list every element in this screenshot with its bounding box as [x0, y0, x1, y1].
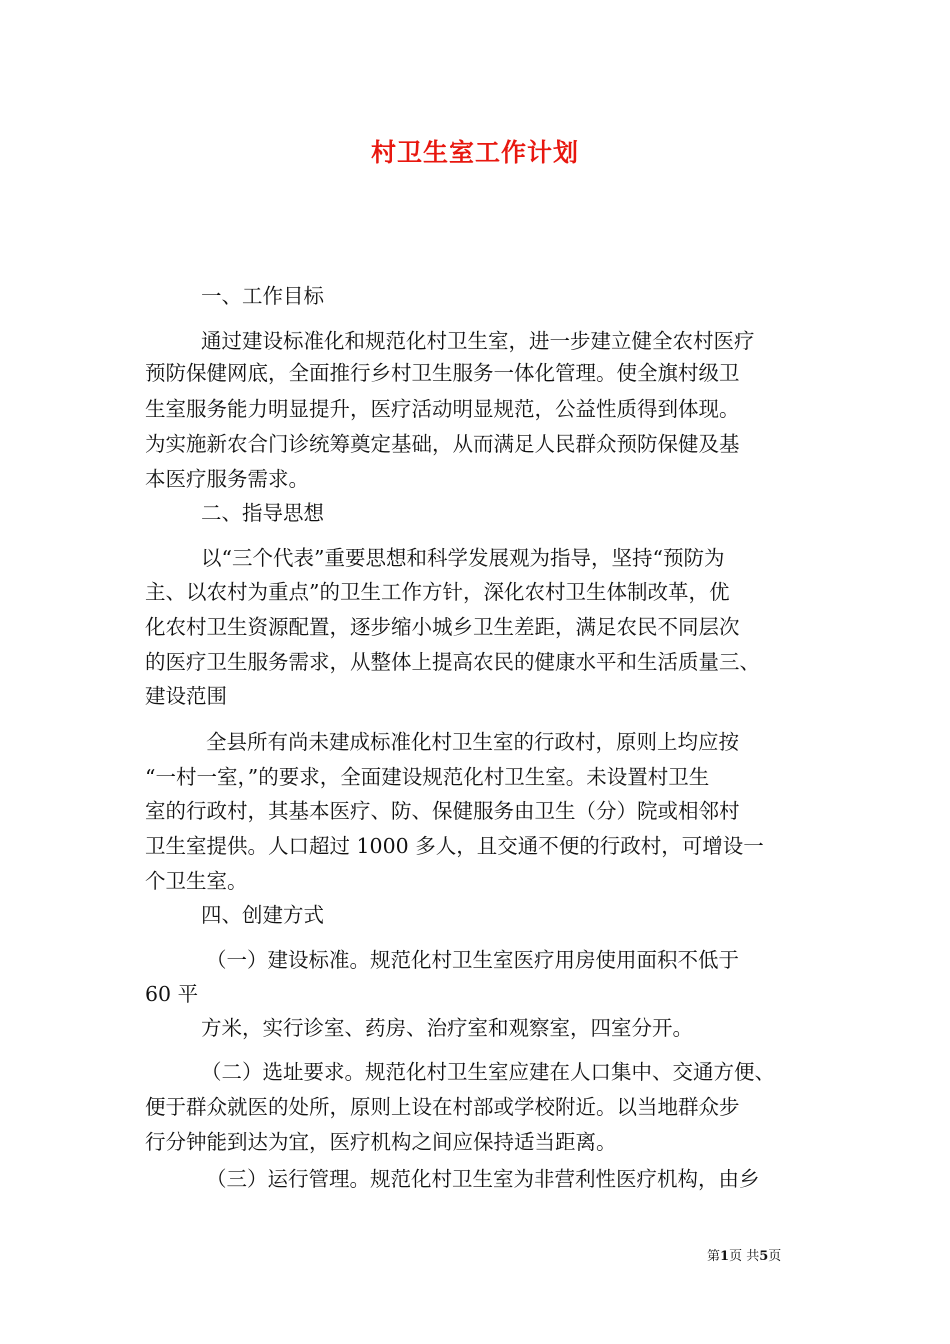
paragraph-line: 室的行政村，其基本医疗、防、保健服务由卫生（分）院或相邻村 [145, 799, 740, 823]
paragraph-line: 一、工作目标 [201, 284, 324, 308]
paragraph-line: 预防保健网底，全面推行乡村卫生服务一体化管理。使全旗村级卫 [145, 361, 740, 385]
footer-suffix: 页 [768, 1249, 782, 1264]
paragraph-line: 的医疗卫生服务需求，从整体上提高农民的健康水平和生活质量三、 [145, 650, 760, 674]
paragraph-line: 四、创建方式 [201, 903, 324, 927]
paragraph-line: 60 平 [145, 982, 199, 1006]
paragraph-line: 行分钟能到达为宜，医疗机构之间应保持适当距离。 [145, 1130, 617, 1154]
page-footer [707, 1245, 781, 1264]
paragraph-line: 通过建设标准化和规范化村卫生室，进一步建立健全农村医疗 [201, 329, 755, 353]
paragraph-line: 方米，实行诊室、药房、治疗室和观察室，四室分开。 [201, 1016, 693, 1040]
paragraph-line: （二）选址要求。规范化村卫生室应建在人口集中、交通方便、 [201, 1060, 775, 1084]
footer-page-number: 1 [720, 1249, 730, 1264]
paragraph-line: 建设范围 [145, 684, 227, 708]
footer-total-pages: 5 [759, 1249, 769, 1264]
paragraph-line: 化农村卫生资源配置，逐步缩小城乡卫生差距，满足农民不同层次 [145, 615, 740, 639]
paragraph-line: 二、指导思想 [201, 501, 324, 525]
paragraph-line: （一）建设标准。规范化村卫生室医疗用房使用面积不低于 [206, 948, 739, 972]
paragraph-line: 为实施新农合门诊统筹奠定基础，从而满足人民群众预防保健及基 [145, 432, 740, 456]
paragraph-line: 全县所有尚未建成标准化村卫生室的行政村，原则上均应按 [206, 730, 739, 754]
paragraph-line: （三）运行管理。规范化村卫生室为非营利性医疗机构，由乡 [206, 1167, 760, 1191]
paragraph-line: 卫生室提供。人口超过 1000 多人，且交通不便的行政村，可增设一 [145, 834, 764, 858]
paragraph-line: 本医疗服务需求。 [145, 467, 309, 491]
paragraph-line: “一村一室，”的要求，全面建设规范化村卫生室。未设置村卫生 [145, 765, 710, 789]
paragraph-line: 便于群众就医的处所，原则上设在村部或学校附近。以当地群众步 [145, 1095, 740, 1119]
document-title: 村卫生室工作计划 [370, 138, 579, 167]
footer-prefix: 第 [707, 1249, 721, 1264]
paragraph-line: 个卫生室。 [145, 869, 248, 893]
paragraph-line: 主、以农村为重点”的卫生工作方针，深化农村卫生体制改革，优 [145, 580, 730, 604]
footer-middle: 页 共 [729, 1249, 760, 1264]
paragraph-line: 生室服务能力明显提升，医疗活动明显规范，公益性质得到体现。 [145, 397, 740, 421]
paragraph-line: 以“三个代表”重要思想和科学发展观为指导，坚持“预防为 [201, 546, 725, 570]
